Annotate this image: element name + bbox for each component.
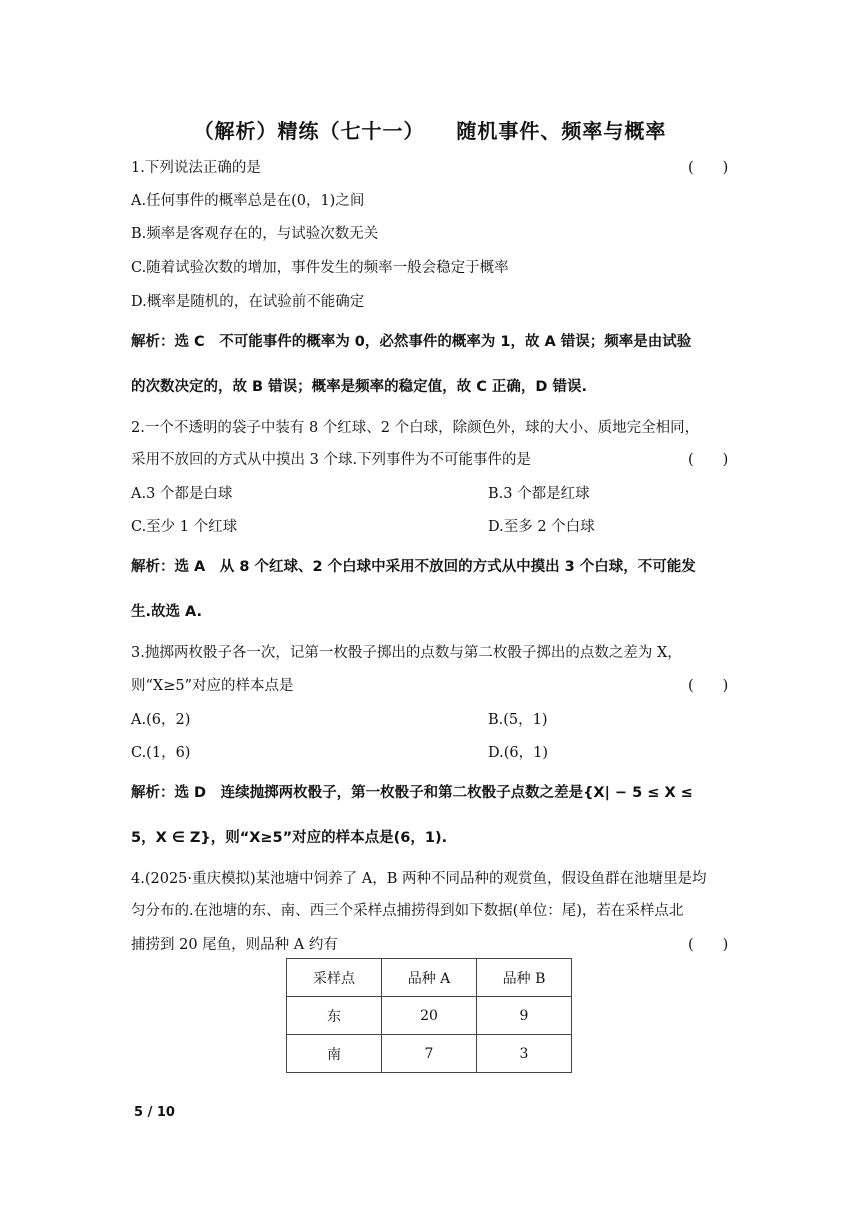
q2-stem-line2: 采用不放回的方式从中摸出 3 个球.下列事件为不可能事件的是 bbox=[131, 452, 532, 468]
q3-solution-line1: 解析：选 D 连续抛掷两枚骰子，第一枚骰子和第二枚骰子点数之差是{X| − 5 ≤ X ≤ bbox=[131, 785, 693, 801]
sampling-table bbox=[286, 958, 572, 1073]
table-cell: 东 bbox=[287, 997, 382, 1035]
q1-answer-paren: ( ) bbox=[688, 160, 729, 176]
table-cell: 20 bbox=[382, 997, 477, 1035]
q4-answer-paren: ( ) bbox=[688, 937, 729, 953]
q3-option-a: A.(6，2) bbox=[131, 712, 191, 728]
q3-solution-line2: 5，X ∈ Z}，则“X≥5”对应的样本点是(6，1). bbox=[131, 830, 448, 846]
q4-stem-line1: 4.(2025·重庆模拟)某池塘中饲养了 A，B 两种不同品种的观赏鱼，假设鱼群在池塘里是均 bbox=[131, 871, 707, 887]
table-header-cell: 品种 B bbox=[477, 959, 572, 997]
q1-stem: 1.下列说法正确的是 bbox=[131, 160, 261, 176]
q1-solution-line1: 解析：选 C 不可能事件的概率为 0，必然事件的概率为 1，故 A 错误；频率是由试验 bbox=[131, 334, 692, 350]
q3-stem-line1: 3.抛掷两枚骰子各一次，记第一枚骰子掷出的点数与第二枚骰子掷出的点数之差为 X， bbox=[131, 645, 682, 661]
table-cell: 南 bbox=[287, 1035, 382, 1073]
q3-option-c: C.(1，6) bbox=[131, 745, 191, 761]
table-row bbox=[287, 1035, 572, 1073]
table-row bbox=[287, 997, 572, 1035]
q1-solution-line2: 的次数决定的，故 B 错误；概率是频率的稳定值，故 C 正确，D 错误. bbox=[131, 379, 587, 395]
q3-option-b: B.(5，1) bbox=[488, 712, 548, 728]
table-header-row bbox=[287, 959, 572, 997]
q2-option-d: D.至多 2 个白球 bbox=[488, 519, 595, 535]
q2-solution-line1: 解析：选 A 从 8 个红球、2 个白球中采用不放回的方式从中摸出 3 个白球，不可能发 bbox=[131, 559, 696, 575]
q1-option-c: C.随着试验次数的增加，事件发生的频率一般会稳定于概率 bbox=[131, 260, 509, 276]
q2-answer-paren: ( ) bbox=[688, 452, 729, 468]
q2-solution-line2: 生.故选 A. bbox=[131, 604, 203, 620]
q1-option-b: B.频率是客观存在的，与试验次数无关 bbox=[131, 226, 379, 242]
q3-answer-paren: ( ) bbox=[688, 678, 729, 694]
page-number: 5 / 10 bbox=[134, 1105, 175, 1120]
table-cell: 9 bbox=[477, 997, 572, 1035]
q1-option-a: A.任何事件的概率总是在(0，1)之间 bbox=[131, 193, 365, 209]
q2-stem-line1: 2.一个不透明的袋子中装有 8 个红球、2 个白球，除颜色外，球的大小、质地完全相同， bbox=[131, 420, 700, 436]
q2-option-c: C.至少 1 个红球 bbox=[131, 519, 238, 535]
q2-option-b: B.3 个都是红球 bbox=[488, 486, 590, 502]
q2-option-a: A.3 个都是白球 bbox=[131, 486, 233, 502]
table-cell: 7 bbox=[382, 1035, 477, 1073]
page-title: （解析）精练（七十一） 随机事件、频率与概率 bbox=[193, 119, 667, 143]
table-cell: 3 bbox=[477, 1035, 572, 1073]
table-header-cell: 品种 A bbox=[382, 959, 477, 997]
q1-option-d: D.概率是随机的，在试验前不能确定 bbox=[131, 294, 365, 310]
table-header-cell: 采样点 bbox=[287, 959, 382, 997]
q3-stem-line2: 则“X≥5”对应的样本点是 bbox=[131, 678, 294, 694]
q4-stem-line3: 捕捞到 20 尾鱼，则品种 A 约有 bbox=[131, 937, 338, 953]
q4-stem-line2: 匀分布的.在池塘的东、南、西三个采样点捕捞得到如下数据(单位：尾)，若在采样点北 bbox=[131, 903, 684, 919]
q3-option-d: D.(6，1) bbox=[488, 745, 548, 761]
